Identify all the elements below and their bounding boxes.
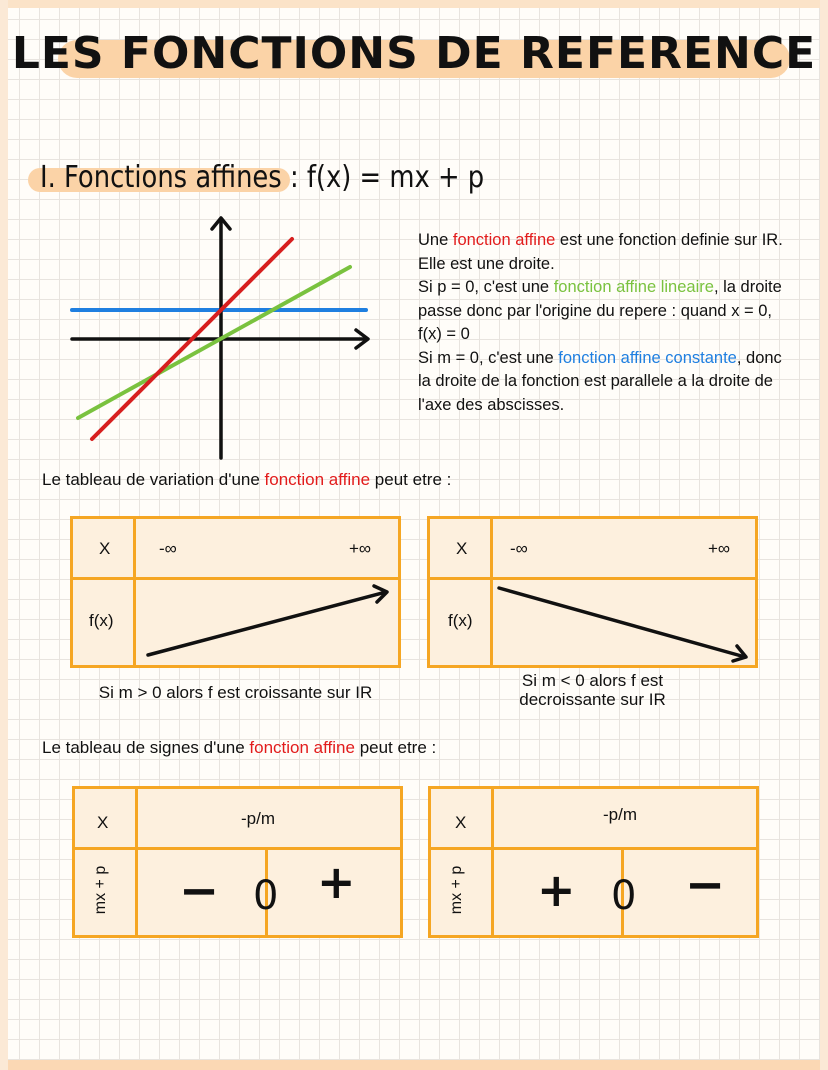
sign-table-positive-slope (72, 786, 403, 938)
variation-caption-decreasing: Si m < 0 alors f est decroissante sur IR (519, 671, 666, 709)
page-border-left (0, 0, 8, 1070)
row-label: mx + p (448, 865, 465, 915)
x-label: X (99, 539, 111, 558)
decreasing-arrow (493, 580, 755, 665)
section-formula: f(x) = mx + p (306, 160, 485, 195)
x-label: X (456, 539, 468, 558)
minus-infinity: -∞ (510, 539, 528, 558)
root-label: -p/m (241, 809, 275, 828)
increasing-arrow (136, 580, 398, 665)
signs-intro: Le tableau de signes d'une fonction affine peut etre : (42, 738, 437, 757)
description-paragraph-1: Une fonction affine est une fonction definie sur IR. Elle est une droite. (418, 231, 783, 273)
page-title: LES FONCTIONS DE REFERENCE (11, 28, 817, 79)
zero-label: 0 (611, 873, 637, 919)
page-border-bottom (0, 1060, 828, 1070)
variation-table-decreasing (427, 516, 758, 668)
affine-graph (60, 210, 380, 466)
term-fonction-affine-lineaire: fonction affine lineaire (553, 278, 714, 296)
variation-caption-increasing: Si m > 0 alors f est croissante sur IR (98, 683, 373, 702)
variation-intro: Le tableau de variation d'une fonction affine peut etre : (42, 470, 452, 489)
plus-sign: + (317, 855, 356, 909)
section-heading (40, 160, 484, 195)
description-paragraph-3: Si m = 0, c'est une fonction affine constante, donc la droite de la fonction est parallele a la droite de l'axe des abscisses. (418, 348, 782, 414)
section-label: I. Fonctions affines (40, 160, 282, 195)
zero-label: 0 (253, 873, 279, 919)
plus-infinity: +∞ (708, 539, 731, 558)
root-label: -p/m (603, 805, 637, 824)
description (390, 229, 790, 417)
term-fonction-affine: fonction affine (452, 231, 556, 249)
sign-table-negative-slope (428, 786, 759, 938)
section-colon: : (281, 160, 307, 195)
page-border-right (820, 0, 828, 1070)
page-border-top (0, 0, 828, 8)
minus-sign: − (685, 857, 726, 913)
green-affine-line (78, 267, 350, 418)
f-label: f(x) (89, 611, 114, 630)
x-label: X (97, 813, 109, 832)
x-label: X (455, 813, 467, 832)
variation-table-increasing (70, 516, 401, 668)
plus-infinity: +∞ (349, 539, 372, 558)
plus-sign: + (537, 863, 576, 917)
minus-sign: − (179, 863, 220, 919)
term-fonction-affine-constante: fonction affine constante (558, 348, 737, 367)
f-label: f(x) (448, 611, 473, 630)
minus-infinity: -∞ (159, 539, 177, 558)
description-paragraph-2: Si p = 0, c'est une fonction affine lineaire, la droite passe donc par l'origine du repere : quand x = 0, f(x) = 0 (418, 278, 782, 343)
row-label: mx + p (92, 865, 109, 915)
